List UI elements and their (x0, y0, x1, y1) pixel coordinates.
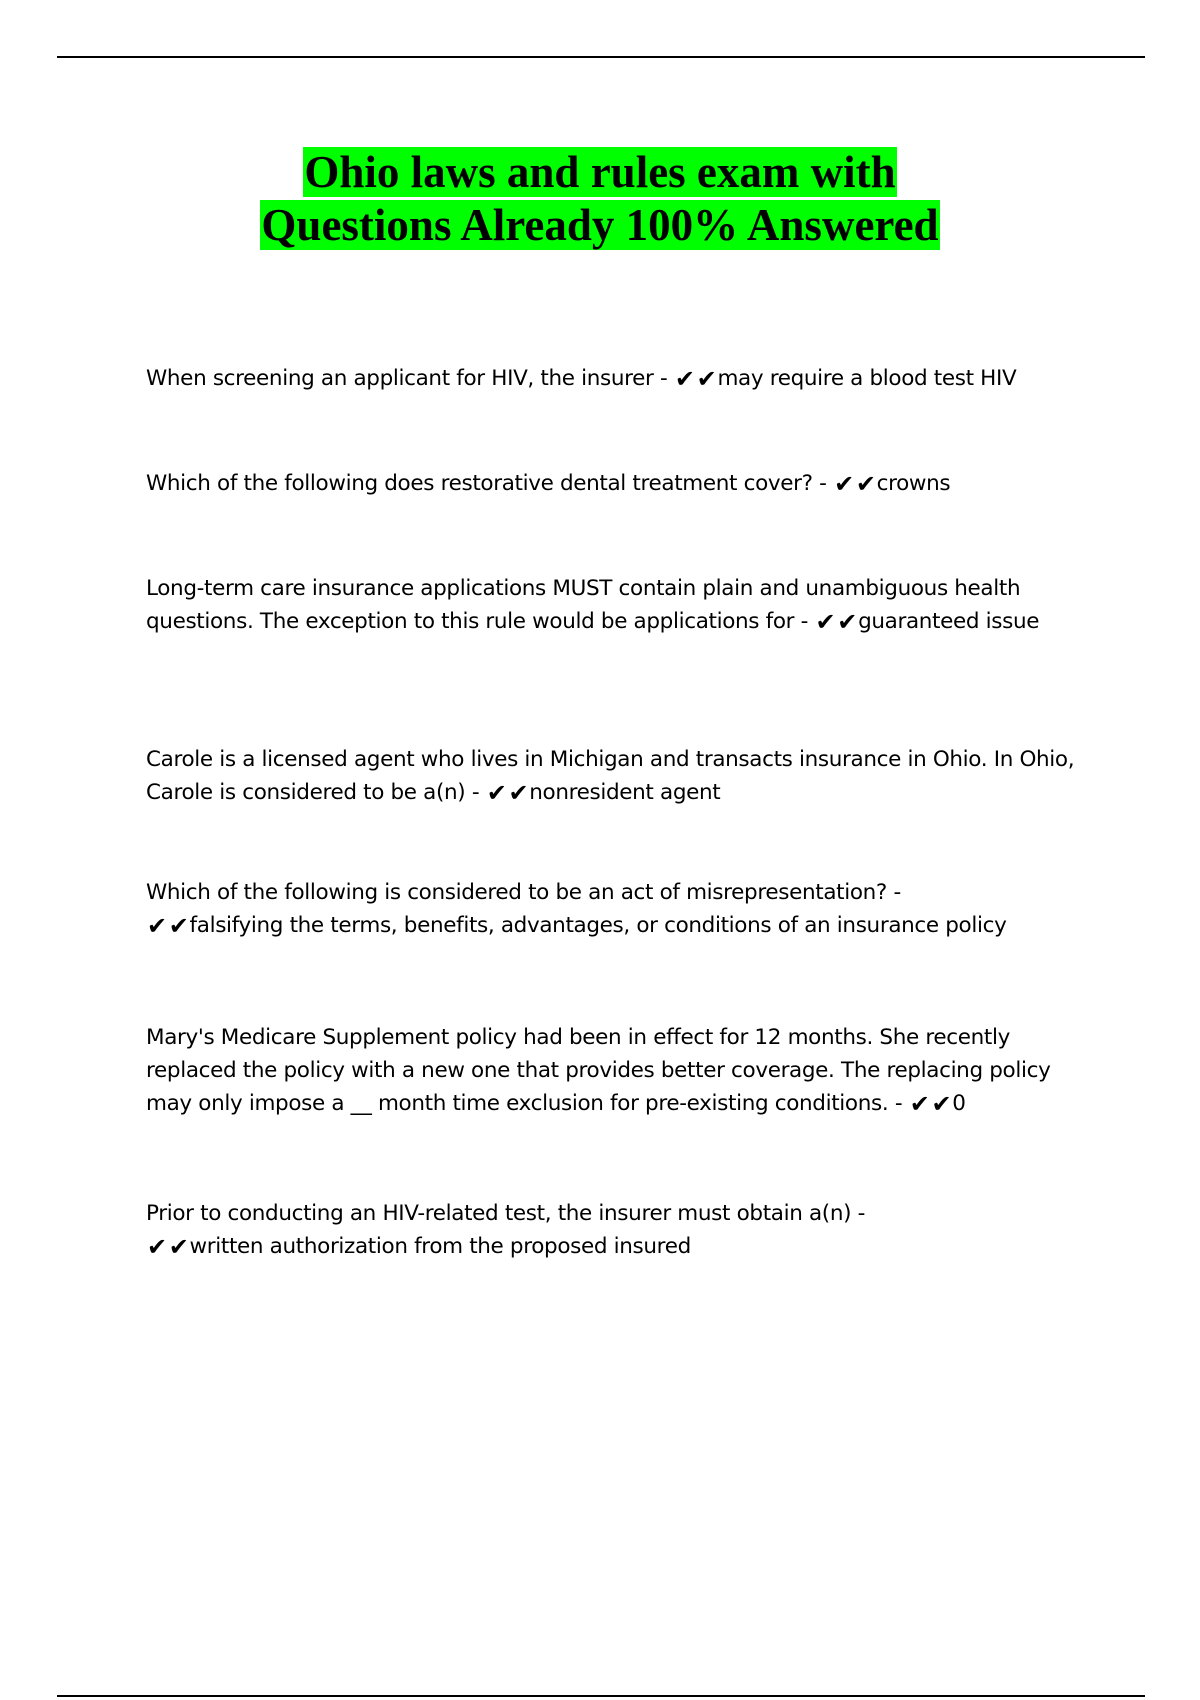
bottom-rule (57, 1695, 1145, 1697)
qa-item-1 (146, 362, 1076, 395)
qa-item-3 (146, 572, 1076, 638)
check-icon: ✔ (486, 779, 507, 807)
check-icon: ✔ (147, 1233, 167, 1261)
check-icon: ✔ (508, 779, 529, 807)
check-icon: ✔ (909, 1090, 930, 1118)
document-title (0, 146, 1200, 252)
qa-item-5 (146, 876, 1076, 942)
answer-text: crowns (876, 471, 951, 496)
answer-text: may require a blood test HIV (717, 366, 1017, 391)
check-icon: ✔ (168, 912, 189, 940)
check-icon: ✔ (696, 365, 717, 393)
question-text: Prior to conducting an HIV-related test, the insurer must obtain a(n) - (146, 1201, 866, 1226)
check-icon: ✔ (147, 912, 167, 940)
check-icon: ✔ (168, 1233, 189, 1261)
question-text: Which of the following does restorative dental treatment cover? - (146, 471, 827, 496)
top-rule (57, 56, 1145, 58)
qa-item-6 (146, 1021, 1076, 1120)
answer-text: guaranteed issue (858, 609, 1040, 634)
question-text: When screening an applicant for HIV, the insurer - (146, 366, 668, 391)
question-text: Long-term care insurance applications MUST contain plain and unambiguous health questions. The exception to this rule would be applications for - (146, 576, 1021, 634)
title-line-1: Ohio laws and rules exam with (304, 147, 896, 197)
question-text: Mary's Medicare Supplement policy had been in effect for 12 months. She recently replaced the policy with a new one that provides better coverage. The replacing policy may only impose a __ month time exclusion for pre-existing conditions. - (146, 1025, 1051, 1116)
check-icon: ✔ (931, 1090, 952, 1118)
answer-text: written authorization from the proposed insured (189, 1234, 691, 1259)
check-icon: ✔ (834, 470, 854, 498)
title-line-2: Questions Already 100% Answered (261, 200, 939, 250)
qa-item-4 (146, 743, 1076, 809)
answer-text: nonresident agent (529, 780, 721, 805)
check-icon: ✔ (837, 608, 858, 636)
check-icon: ✔ (855, 470, 876, 498)
answer-text: falsifying the terms, benefits, advantages, or conditions of an insurance policy (189, 913, 1007, 938)
qa-item-2 (146, 467, 1076, 500)
question-text: Which of the following is considered to be an act of misrepresentation? - (146, 880, 901, 905)
answer-text: 0 (952, 1091, 966, 1116)
qa-item-7 (146, 1197, 1076, 1263)
check-icon: ✔ (815, 608, 836, 636)
question-text: Carole is a licensed agent who lives in Michigan and transacts insurance in Ohio. In Ohio, Carole is considered to be a(n) - (146, 747, 1075, 805)
check-icon: ✔ (674, 365, 695, 393)
